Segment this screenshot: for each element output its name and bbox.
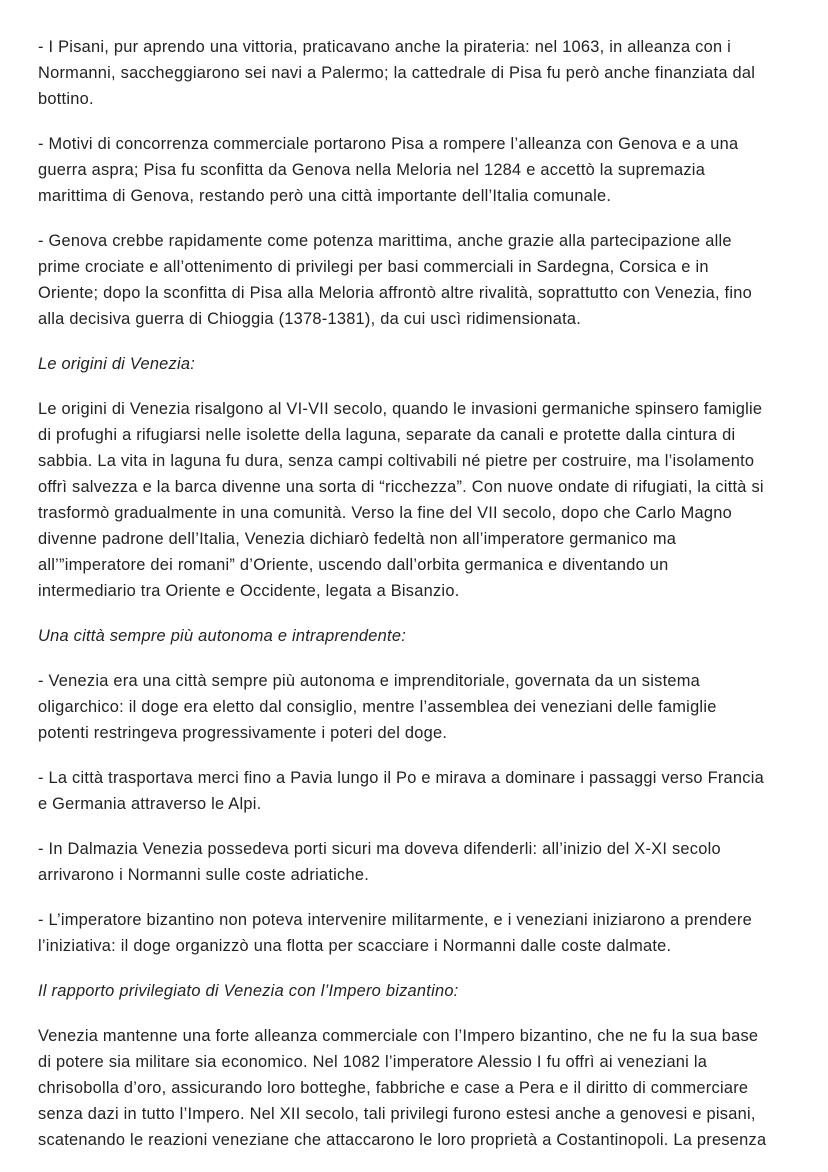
text-line: prime crociate e all’ottenimento di privilegi per basi commerciali in Sardegna, Corsica e in (38, 258, 709, 276)
text-line: arrivarono i Normanni sulle coste adriatiche. (38, 866, 370, 884)
text-line: Una città sempre più autonoma e intraprendente: (38, 627, 407, 645)
text-line: oligarchico: il doge era eletto dal consiglio, mentre l’assemblea dei veneziani delle famiglie (38, 698, 717, 716)
text-line: e Germania attraverso le Alpi. (38, 795, 262, 813)
text-line: Venezia mantenne una forte alleanza commerciale con l’Impero bizantino, che ne fu la sua base (38, 1027, 759, 1045)
text-line: Il rapporto privilegiato di Venezia con l’Impero bizantino: (38, 982, 459, 1000)
text-line: guerra aspra; Pisa fu sconfitta da Genova nella Meloria nel 1284 e accettò la supremazia (38, 161, 706, 179)
paragraph (38, 131, 808, 209)
text-line: senza dazi in tutto l’Impero. Nel XII secolo, tali privilegi furono estesi anche a genovesi e pisani, (38, 1105, 756, 1123)
text-line: potenti restringeva progressivamente i poteri del doge. (38, 724, 448, 742)
text-line: Le origini di Venezia: (38, 355, 196, 373)
text-line: - Venezia era una città sempre più autonoma e imprenditoriale, governata da un sistema (38, 672, 701, 690)
paragraph (38, 836, 808, 888)
section-heading (38, 351, 808, 377)
text-line: - La città trasportava merci fino a Pavia lungo il Po e mirava a dominare i passaggi verso Francia (38, 769, 764, 787)
text-line: Le origini di Venezia risalgono al VI-VII secolo, quando le invasioni germaniche spinsero famiglie (38, 400, 763, 418)
section-heading (38, 978, 808, 1004)
section-heading (38, 623, 808, 649)
text-line: Oriente; dopo la sconfitta di Pisa alla Meloria affrontò altre rivalità, soprattutto con Venezia, fino (38, 284, 752, 302)
text-line: l’iniziativa: il doge organizzò una flotta per scacciare i Normanni dalle coste dalmate. (38, 937, 672, 955)
text-line: scatenando le reazioni veneziane che attaccarono le loro proprietà a Costantinopoli. La presenza (38, 1131, 767, 1149)
text-line: all’”imperatore dei romani” d’Oriente, uscendo dall’orbita germanica e diventando un (38, 556, 669, 574)
text-line: chrisobolla d’oro, assicurando loro botteghe, fabbriche e case a Pera e il diritto di commerciare (38, 1079, 749, 1097)
text-line: trasformò gradualmente in una comunità. Verso la fine del VII secolo, dopo che Carlo Magno (38, 504, 732, 522)
text-line: marittima di Genova, restando però una città importante dell’Italia comunale. (38, 187, 612, 205)
text-line: di profughi a rifugiarsi nelle isolette della laguna, separate da canali e protette dalla cintura di (38, 426, 736, 444)
paragraph (38, 34, 808, 112)
text-line: di potere sia militare sia economico. Nel 1082 l’imperatore Alessio I fu offrì ai veneziani la (38, 1053, 708, 1071)
text-line: divenne padrone dell’Italia, Venezia dichiarò fedeltà non all’imperatore germanico ma (38, 530, 677, 548)
paragraph (38, 1023, 808, 1153)
text-line: sabbia. La vita in laguna fu dura, senza campi coltivabili né pietre per costruire, ma l’isolamento (38, 452, 755, 470)
text-line: - I Pisani, pur aprendo una vittoria, praticavano anche la pirateria: nel 1063, in alleanza con i (38, 38, 732, 56)
text-line: - In Dalmazia Venezia possedeva porti sicuri ma doveva difenderli: all’inizio del X-XI secolo (38, 840, 721, 858)
text-line: Normanni, saccheggiarono sei navi a Palermo; la cattedrale di Pisa fu però anche finanziata dal (38, 64, 756, 82)
text-line: offrì salvezza e la barca divenne una sorta di “ricchezza”. Con nuove ondate di rifugiati, la città si (38, 478, 764, 496)
text-line: alla decisiva guerra di Chioggia (1378-1381), da cui uscì ridimensionata. (38, 310, 582, 328)
text-line: - Genova crebbe rapidamente come potenza marittima, anche grazie alla partecipazione alle (38, 232, 732, 250)
paragraph (38, 765, 808, 817)
paragraph (38, 668, 808, 746)
text-line: - L’imperatore bizantino non poteva intervenire militarmente, e i veneziani iniziarono a prendere (38, 911, 752, 929)
paragraph (38, 396, 808, 604)
paragraph (38, 228, 808, 332)
paragraph (38, 907, 808, 959)
text-line: - Motivi di concorrenza commerciale portarono Pisa a rompere l’alleanza con Genova e a una (38, 135, 739, 153)
text-line: bottino. (38, 90, 94, 108)
document-body (38, 34, 808, 1172)
text-line: intermediario tra Oriente e Occidente, legata a Bisanzio. (38, 582, 460, 600)
